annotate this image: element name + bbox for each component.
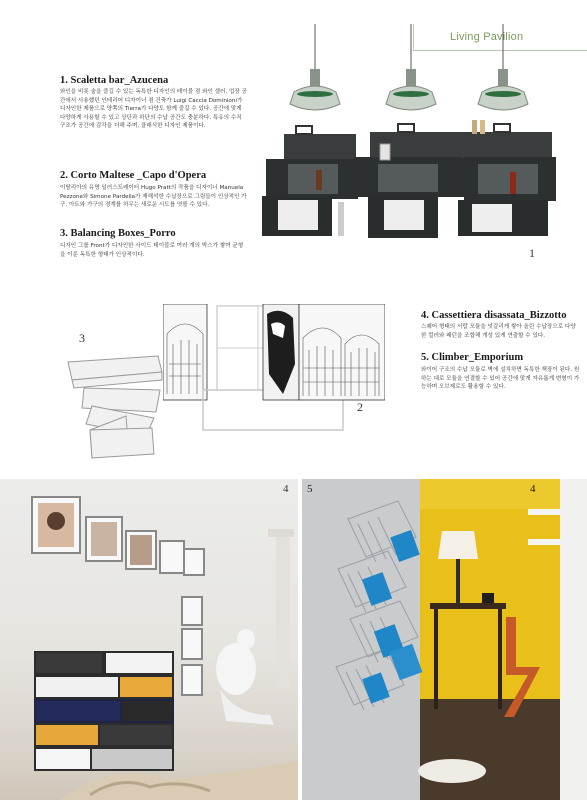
cabinet-room-photo: [0, 479, 298, 800]
item-body: 이탈리아의 유명 일러스트레이터 Hugo Pratt의 작품을 디자이너 Manuela Pezzone와 Simone Pardella가 재해석한 수납장으로 그림들이 인상적인 가구. 아트와 가구의 경계를 허무는 새로운 시도를 엿볼 수 있다.: [60, 185, 247, 208]
item-title: 4. Cassettiera disassata_Bizzotto: [421, 310, 567, 321]
figure-number: 5: [307, 483, 313, 495]
section-label: Living Pavilion: [450, 31, 524, 43]
pendant-lamp: [290, 69, 340, 110]
wire-shelves-photo: [302, 479, 587, 800]
bar-unit: [262, 134, 358, 236]
pendant-lamp: [478, 69, 528, 110]
item-body: 와인을 비롯 술을 즐길 수 있는 독특한 디자인의 테이블 겸 와인 셀러. 업장 공간에서 사용했던 인테리어 디자이너 겸 건축가 Luigi Caccia Dominioni가 디자인한 제품으로 양쪽의 Tierra가 다양도 함께 즐길 수 있다. 공간에 맞게 다양하게 사용할 수 있고 상단과 하단의 수납 공간도 충분하다. 특유의 수직 구조가 공간에 감각을 더해 주며, 클래식한 디자인 제품이다.: [60, 89, 248, 129]
item-body: 디자인 그룹 Front가 디자인한 사이드 테이블로 여러 개의 박스가 쌓여 균형을 이룬 독특한 형태가 인상적이다.: [60, 243, 244, 258]
pendant-lamp: [386, 69, 436, 110]
figure-number: 1: [529, 246, 535, 260]
cabinet-illustration: [163, 304, 385, 436]
item-body: 스퀘어 형태의 서랍 모듈을 엇갈리게 쌓아 올린 수납장으로 다양한 컬러와 패턴을 조합해 개성 있게 연출할 수 있다.: [421, 324, 576, 339]
item-title: 5. Climber_Emporium: [421, 352, 524, 363]
bar-unit: [458, 132, 556, 236]
item-body: 와이어 구조의 수납 모듈로 벽에 설치하면 독특한 책장이 된다. 원하는 대로 모듈을 연결할 수 있어 공간에 맞게 자유롭게 변형이 가능하며 오브제로도 활용할 수 있다.: [421, 367, 580, 390]
item-title: 3. Balancing Boxes_Porro: [60, 228, 176, 239]
figure-number: 3: [79, 331, 85, 345]
figure-number: 4: [530, 483, 536, 495]
bar-unit: [354, 132, 464, 238]
item-title: 1. Scaletta bar_Azucena: [60, 75, 169, 86]
item-title: 2. Corto Maltese _Capo d'Opera: [60, 170, 207, 181]
figure-number: 2: [357, 400, 363, 414]
drawer-chest: [34, 651, 174, 771]
figure-number: 4: [283, 483, 289, 495]
bar-illustration: [258, 24, 558, 270]
